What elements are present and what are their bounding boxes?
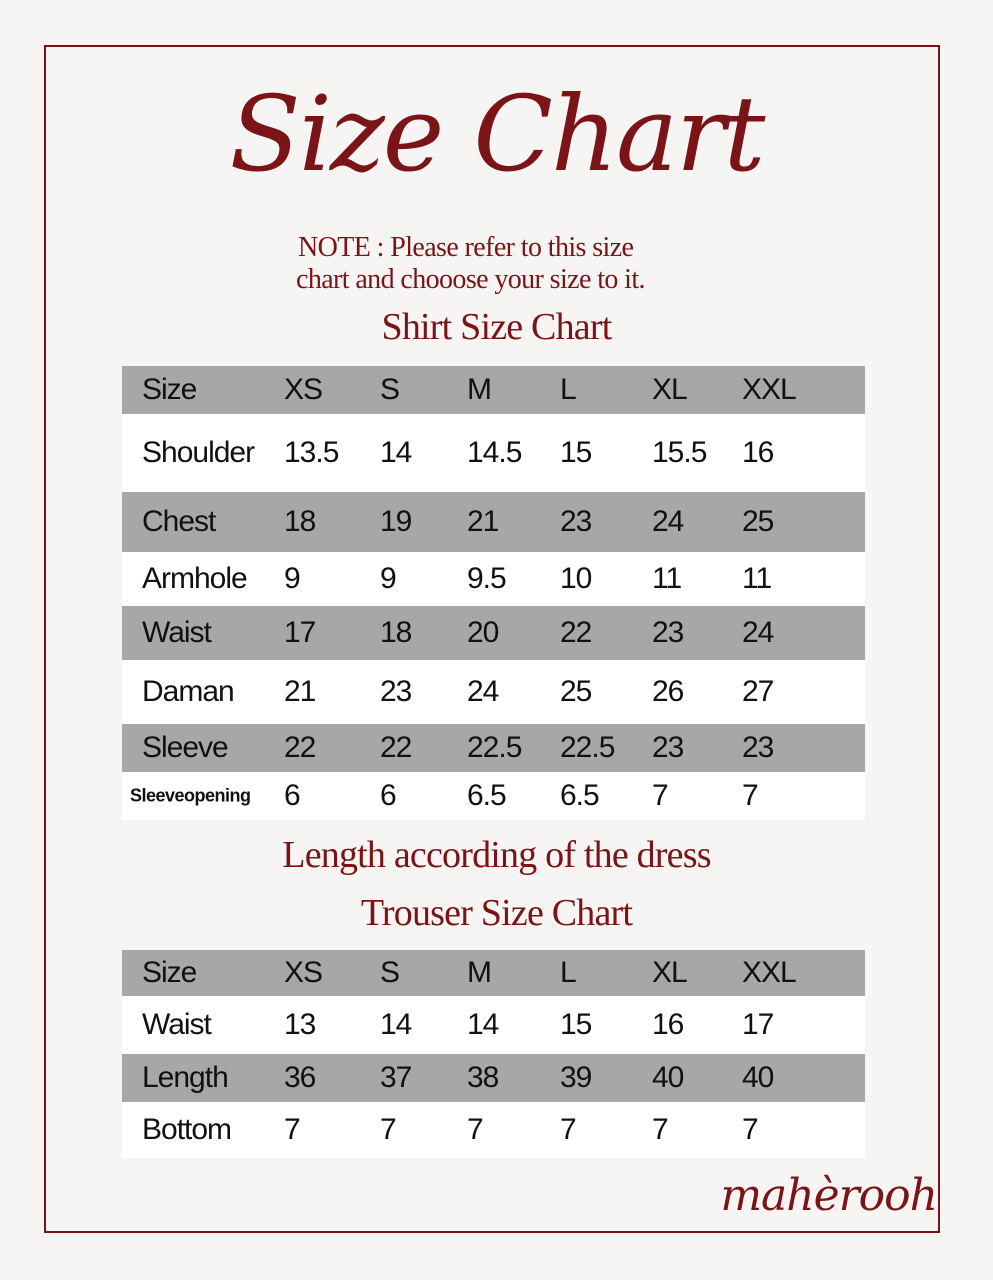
size-value: 7	[380, 1113, 396, 1146]
column-header-m: M	[467, 373, 491, 406]
size-value: 13	[284, 1008, 316, 1041]
size-value: 21	[284, 675, 316, 708]
column-header-xl: XL	[652, 373, 687, 406]
column-header-xxl: XXL	[742, 956, 796, 989]
size-value: 18	[284, 505, 316, 538]
size-value: 7	[560, 1113, 576, 1146]
size-value: 23	[652, 731, 684, 764]
size-value: 9.5	[467, 562, 506, 595]
table-row	[122, 772, 865, 820]
size-value: 20	[467, 616, 499, 649]
row-label: Armhole	[142, 562, 247, 595]
size-value: 14.5	[467, 436, 522, 469]
size-value: 17	[284, 616, 316, 649]
column-header-l: L	[560, 373, 576, 406]
size-value: 21	[467, 505, 499, 538]
column-header-s: S	[380, 956, 400, 989]
size-value: 10	[560, 562, 592, 595]
size-value: 23	[742, 731, 774, 764]
column-header-m: M	[467, 956, 491, 989]
size-value: 7	[652, 1113, 668, 1146]
row-label: Length	[142, 1061, 228, 1094]
row-label: Shoulder	[142, 436, 255, 469]
size-value: 9	[284, 562, 300, 595]
row-label: Waist	[142, 1008, 211, 1041]
size-value: 24	[467, 675, 499, 708]
size-value: 40	[652, 1061, 684, 1094]
size-note	[298, 232, 645, 296]
table-row	[122, 660, 865, 724]
size-value: 18	[380, 616, 412, 649]
size-value: 19	[380, 505, 412, 538]
size-value: 23	[380, 675, 412, 708]
table-row	[122, 1054, 865, 1102]
size-value: 22	[380, 731, 412, 764]
row-label: Daman	[142, 675, 234, 708]
size-value: 24	[742, 616, 774, 649]
size-value: 24	[652, 505, 684, 538]
size-value: 37	[380, 1061, 412, 1094]
size-value: 17	[742, 1008, 774, 1041]
row-label: Sleeveopening	[130, 785, 251, 806]
size-value: 36	[284, 1061, 316, 1094]
size-value: 14	[380, 1008, 412, 1041]
row-label: Chest	[142, 505, 216, 538]
table-row	[122, 724, 865, 772]
size-value: 22	[284, 731, 316, 764]
size-value: 39	[560, 1061, 592, 1094]
size-value: 14	[467, 1008, 499, 1041]
size-value: 15	[560, 1008, 592, 1041]
table-row	[122, 1102, 865, 1158]
shirt-size-table	[122, 366, 865, 820]
length-note: Length according of the dress	[282, 834, 711, 876]
table-row	[122, 414, 865, 492]
trouser-header-row	[122, 950, 865, 996]
size-value: 6.5	[467, 779, 506, 812]
table-row	[122, 606, 865, 660]
size-value: 7	[652, 779, 668, 812]
column-header-size: Size	[142, 373, 197, 406]
size-value: 6	[380, 779, 396, 812]
size-value: 22.5	[560, 731, 615, 764]
row-label: Sleeve	[142, 731, 228, 764]
size-value: 6	[284, 779, 300, 812]
size-value: 27	[742, 675, 774, 708]
trouser-heading: Trouser Size Chart	[360, 892, 633, 934]
row-label: Bottom	[142, 1113, 232, 1146]
note-line-2: chart and chooose your size to it.	[296, 264, 645, 295]
size-value: 23	[652, 616, 684, 649]
size-value: 6.5	[560, 779, 599, 812]
size-value: 15	[560, 436, 592, 469]
size-value: 22	[560, 616, 592, 649]
trouser-size-table	[122, 950, 865, 1158]
column-header-size: Size	[142, 956, 197, 989]
size-value: 40	[742, 1061, 774, 1094]
size-value: 9	[380, 562, 396, 595]
column-header-xs: XS	[284, 956, 323, 989]
column-header-xl: XL	[652, 956, 687, 989]
size-value: 15.5	[652, 436, 707, 469]
size-value: 13.5	[284, 436, 339, 469]
size-value: 22.5	[467, 731, 522, 764]
column-header-xs: XS	[284, 373, 323, 406]
size-value: 7	[467, 1113, 483, 1146]
size-value: 16	[742, 436, 774, 469]
column-header-xxl: XXL	[742, 373, 796, 406]
note-line-1: NOTE : Please refer to this size	[298, 232, 634, 263]
column-header-l: L	[560, 956, 576, 989]
size-value: 25	[560, 675, 592, 708]
shirt-heading: Shirt Size Chart	[381, 306, 612, 348]
size-value: 11	[742, 562, 772, 595]
size-value: 23	[560, 505, 592, 538]
table-row	[122, 996, 865, 1054]
table-row	[122, 552, 865, 606]
size-value: 26	[652, 675, 684, 708]
size-value: 14	[380, 436, 412, 469]
brand-logo: mahèrooh	[720, 1170, 937, 1221]
shirt-header-row	[122, 366, 865, 414]
row-label: Waist	[142, 616, 211, 649]
column-header-s: S	[380, 373, 400, 406]
table-row	[122, 492, 865, 552]
size-value: 7	[284, 1113, 300, 1146]
page-title: Size Chart	[229, 73, 764, 195]
size-value: 11	[652, 562, 682, 595]
size-value: 25	[742, 505, 774, 538]
size-value: 16	[652, 1008, 684, 1041]
size-value: 7	[742, 1113, 758, 1146]
size-value: 7	[742, 779, 758, 812]
size-value: 38	[467, 1061, 499, 1094]
